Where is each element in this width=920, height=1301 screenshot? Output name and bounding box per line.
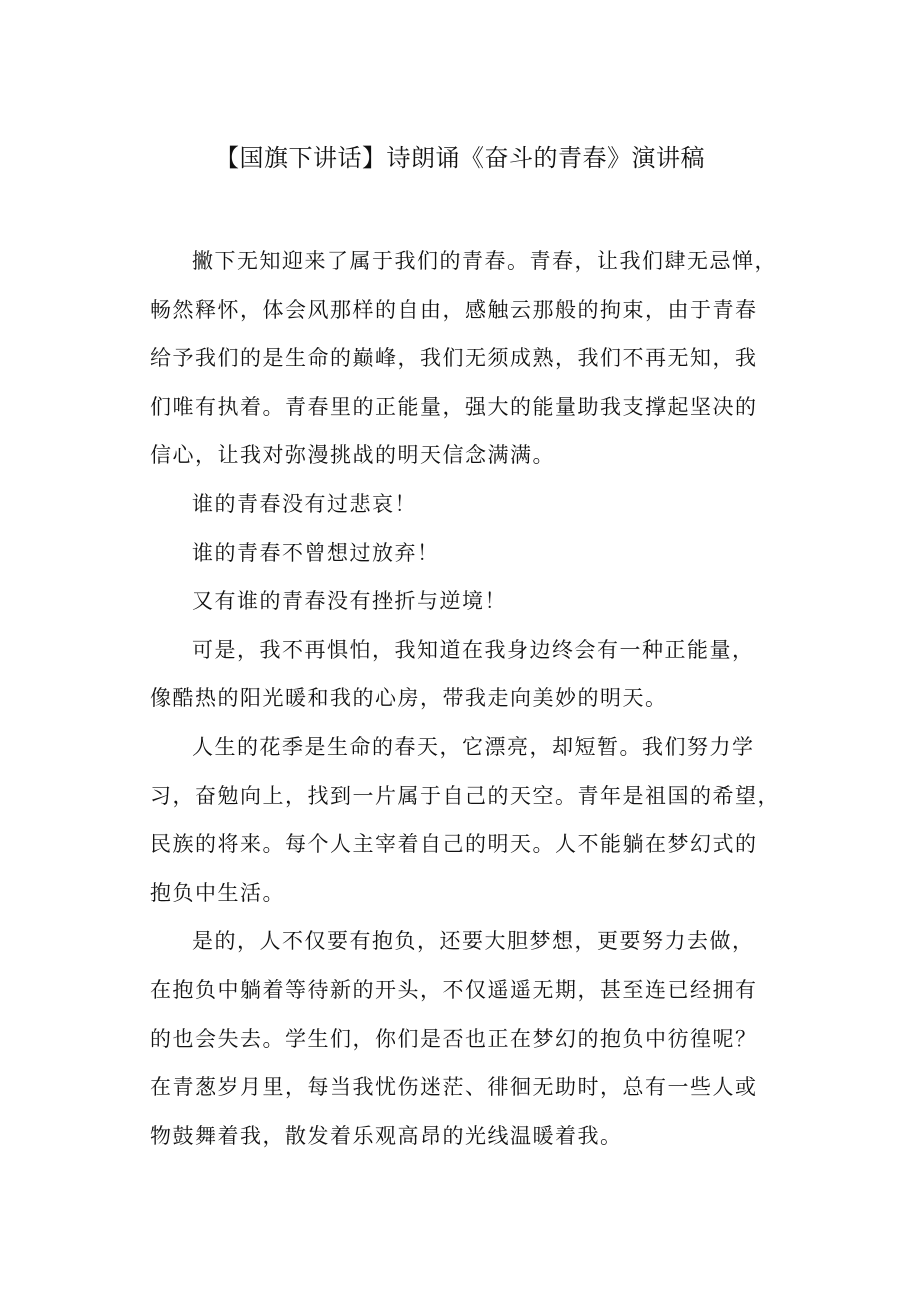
text-line: 习，奋勉向上，找到一片属于自己的天空。青年是祖国的希望， [150, 783, 780, 808]
text-line: 们唯有执着。青春里的正能量，强大的能量助我支撑起坚决的 [150, 394, 758, 419]
text-line: 在青葱岁月里，每当我忧伤迷茫、徘徊无助时，总有一些人或 [150, 1075, 758, 1100]
paragraph-1 [150, 237, 786, 480]
text-line: 像酷热的阳光暖和我的心房，带我走向美妙的明天。 [150, 686, 668, 711]
paragraph-7 [150, 917, 786, 1160]
text-line: 撇下无知迎来了属于我们的青春。青春，让我们肆无忌惮， [192, 249, 777, 273]
paragraph-6 [150, 723, 786, 917]
paragraph-2 [150, 480, 786, 529]
text-line: 畅然释怀，体会风那样的自由，感触云那般的拘束，由于青春 [150, 297, 758, 322]
text-line: 的也会失去。学生们，你们是否也正在梦幻的抱负中彷徨呢？ [150, 1026, 758, 1051]
text-line: 又有谁的青春没有挫折与逆境！ [192, 589, 507, 614]
document-body [150, 237, 786, 1160]
text-line: 在抱负中躺着等待新的开头，不仅遥遥无期，甚至连已经拥有 [150, 977, 758, 1002]
text-line: 可是，我不再惧怕，我知道在我身边终会有一种正能量， [192, 637, 755, 662]
text-line: 民族的将来。每个人主宰着自己的明天。人不能躺在梦幻式的 [150, 832, 758, 857]
text-line: 物鼓舞着我，散发着乐观高昂的光线温暖着我。 [150, 1123, 623, 1148]
text-line: 人生的花季是生命的春天，它漂亮，却短暂。我们努力学 [192, 734, 755, 759]
document-title: 【国旗下讲话】诗朗诵《奋斗的青春》演讲稿 [215, 144, 705, 172]
text-line: 是的，人不仅要有抱负，还要大胆梦想，更要努力去做， [192, 929, 755, 954]
text-line: 谁的青春不曾想过放弃！ [192, 540, 440, 565]
text-line: 给予我们的是生命的巅峰，我们无须成熟，我们不再无知，我 [150, 346, 758, 371]
paragraph-3 [150, 529, 786, 578]
paragraph-5 [150, 626, 786, 723]
paragraph-4 [150, 577, 786, 626]
text-line: 谁的青春没有过悲哀！ [192, 491, 417, 516]
text-line: 信心，让我对弥漫挑战的明天信念满满。 [150, 443, 555, 468]
text-line: 抱负中生活。 [150, 880, 285, 905]
